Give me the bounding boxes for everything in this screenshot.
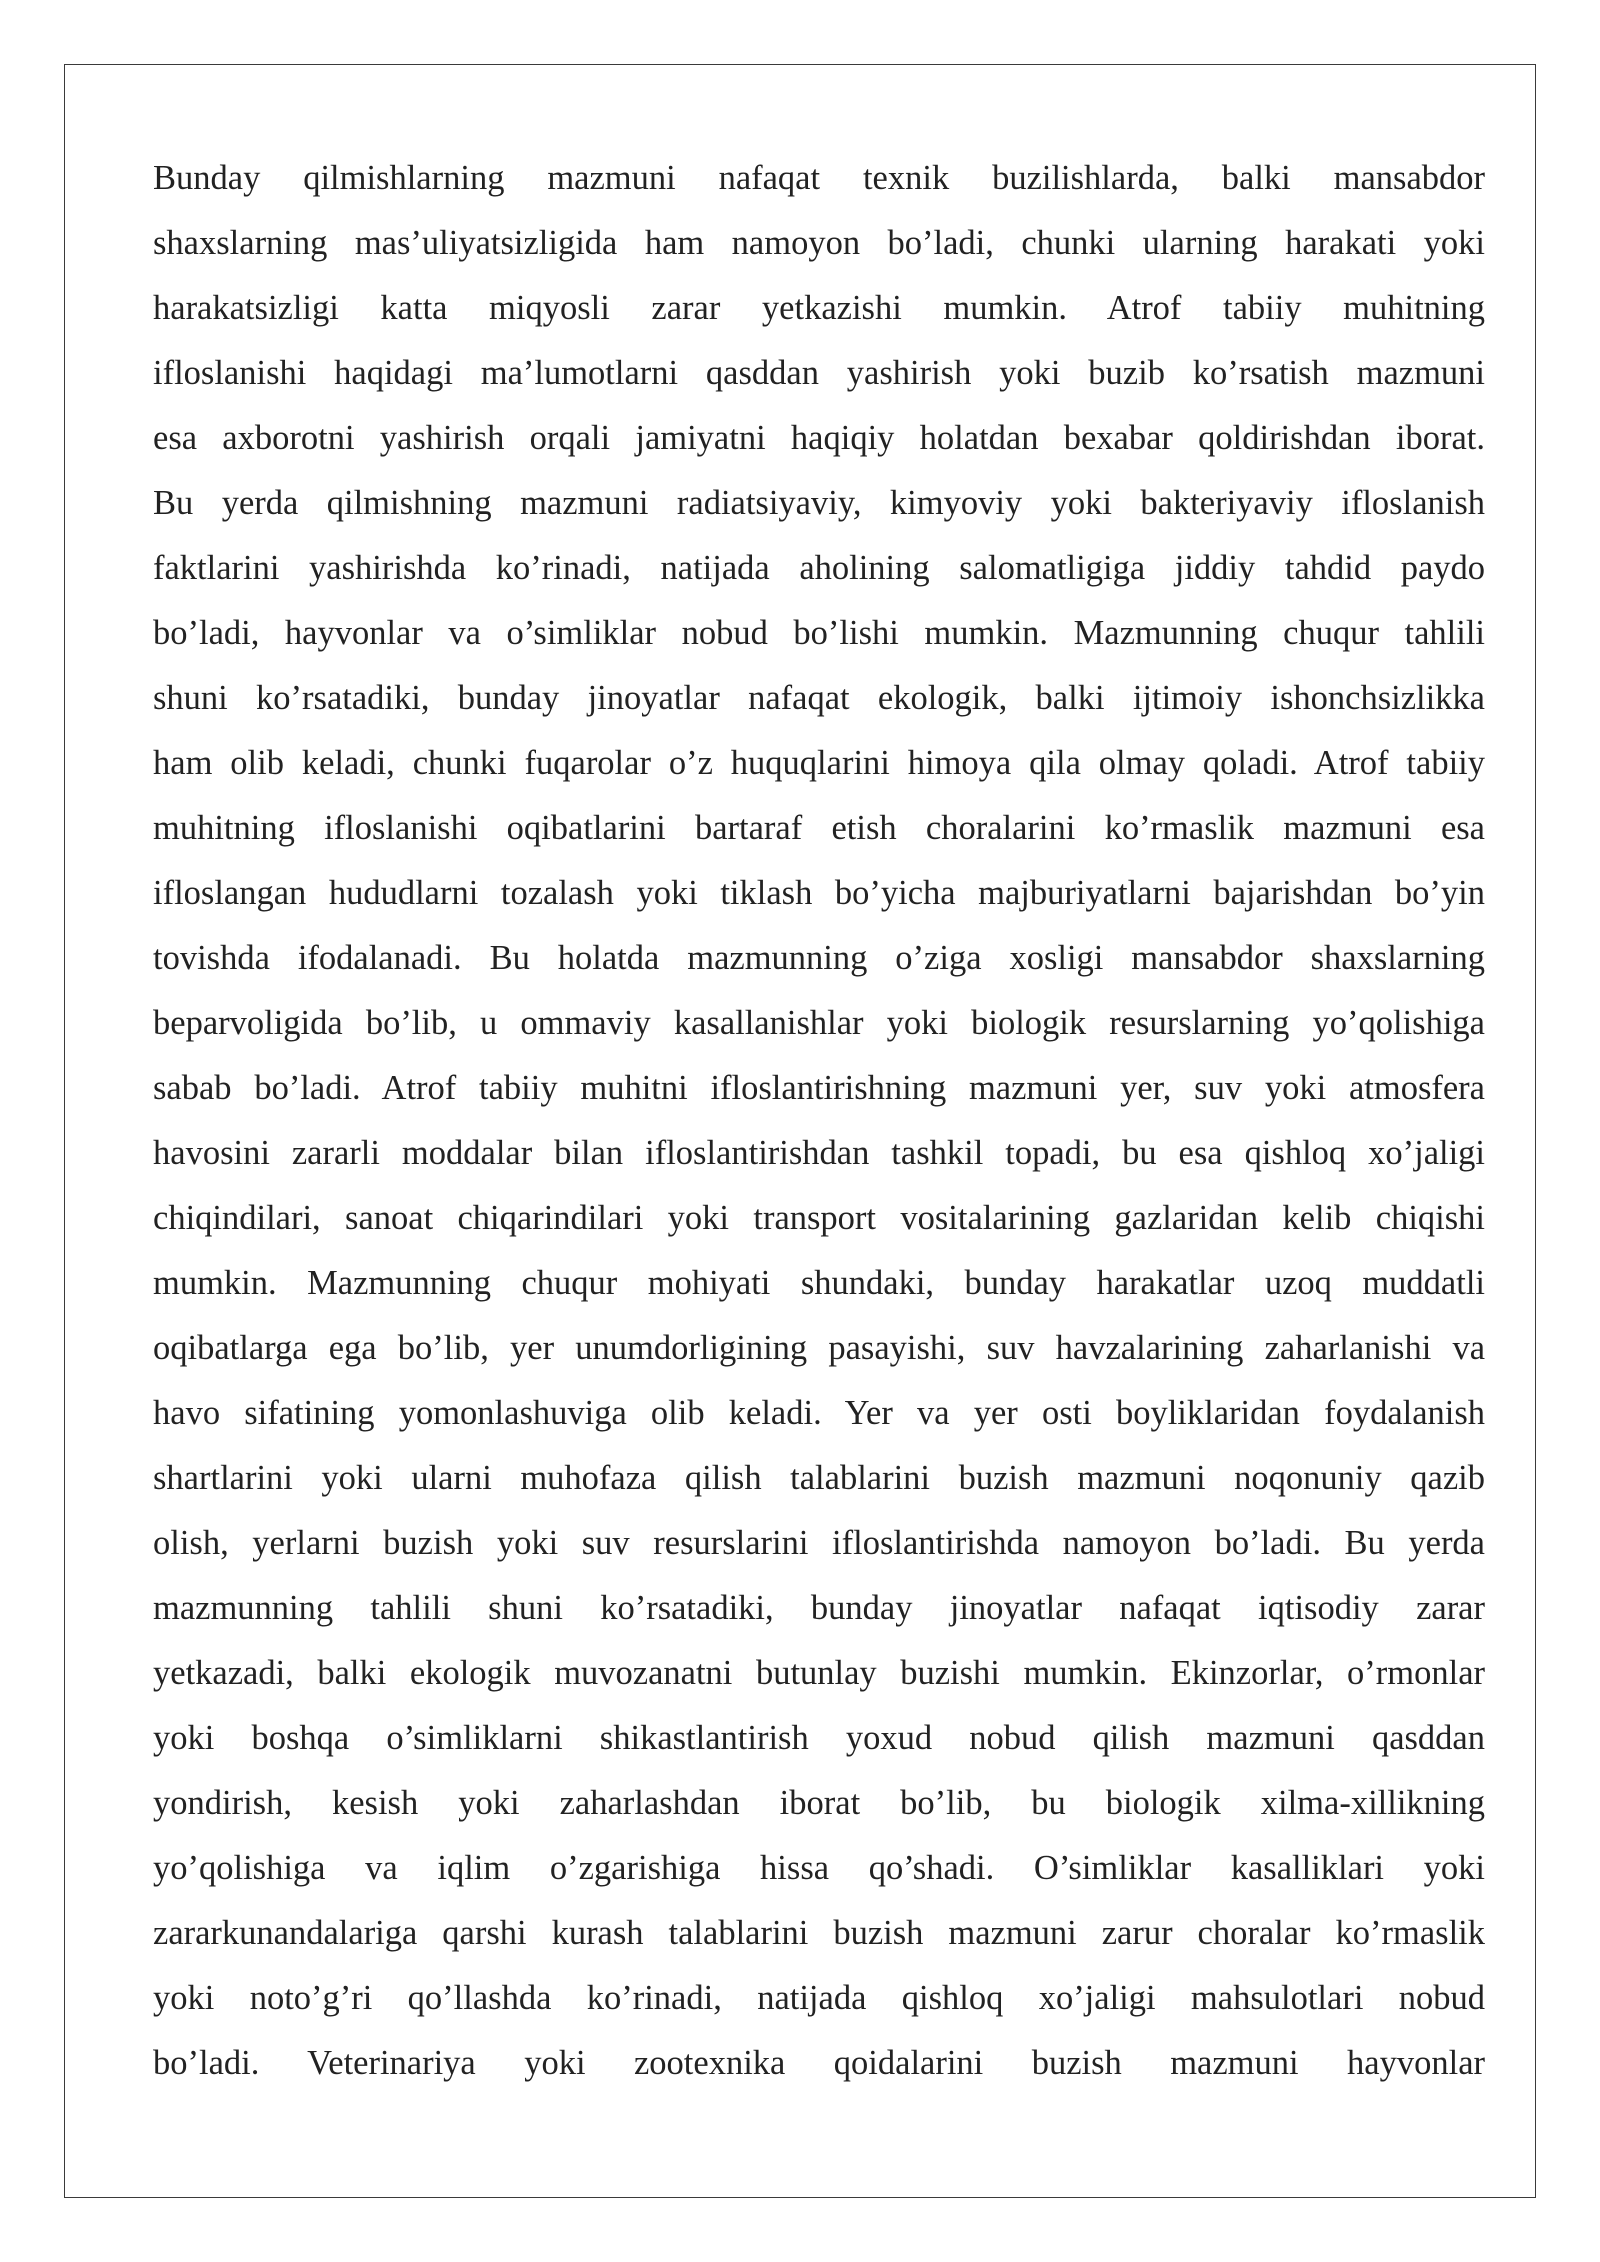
- text-line: bo’ladi. Veterinariya yoki zootexnika qoidalarini buzish mazmuni hayvonlar: [153, 2044, 1485, 2082]
- text-line: Bu yerda qilmishning mazmuni radiatsiyaviy, kimyoviy yoki bakteriyaviy ifloslanish: [153, 484, 1486, 522]
- text-line: bo’ladi, hayvonlar va o’simliklar nobud bo’lishi mumkin. Mazmunning chuqur tahlili: [153, 614, 1485, 652]
- text-line: ham olib keladi, chunki fuqarolar o’z huquqlarini himoya qila olmay qoladi. Atrof tabiiy: [153, 744, 1485, 782]
- text-line: esa axborotni yashirish orqali jamiyatni haqiqiy holatdan bexabar qoldirishdan iborat.: [153, 419, 1485, 457]
- text-line: havosini zararli moddalar bilan ifloslantirishdan tashkil topadi, bu esa qishloq xo’jaligi: [153, 1134, 1486, 1172]
- text-line: ifloslanishi haqidagi ma’lumotlarni qasddan yashirish yoki buzib ko’rsatish mazmuni: [153, 354, 1485, 392]
- text-line: yoki boshqa o’simliklarni shikastlantirish yoxud nobud qilish mazmuni qasddan: [153, 1719, 1485, 1757]
- text-line: mazmunning tahlili shuni ko’rsatadiki, bunday jinoyatlar nafaqat iqtisodiy zarar: [153, 1589, 1485, 1627]
- text-line: tovishda ifodalanadi. Bu holatda mazmunning o’ziga xosligi mansabdor shaxslarning: [153, 939, 1485, 977]
- text-line: shartlarini yoki ularni muhofaza qilish talablarini buzish mazmuni noqonuniy qazib: [153, 1459, 1485, 1497]
- text-line: yoki noto’g’ri qo’llashda ko’rinadi, natijada qishloq xo’jaligi mahsulotlari nobud: [153, 1979, 1486, 2017]
- text-line: muhitning ifloslanishi oqibatlarini bartaraf etish choralarini ko’rmaslik mazmuni esa: [153, 809, 1485, 847]
- text-line: zararkunandalariga qarshi kurash talablarini buzish mazmuni zarur choralar ko’rmaslik: [153, 1914, 1485, 1952]
- text-line: mumkin. Mazmunning chuqur mohiyati shundaki, bunday harakatlar uzoq muddatli: [153, 1264, 1485, 1302]
- text-line: olish, yerlarni buzish yoki suv resurslarini ifloslantirishda namoyon bo’ladi. Bu yerda: [153, 1524, 1485, 1562]
- text-line: sabab bo’ladi. Atrof tabiiy muhitni ifloslantirishning mazmuni yer, suv yoki atmosfera: [153, 1069, 1485, 1107]
- text-line: yetkazadi, balki ekologik muvozanatni butunlay buzishi mumkin. Ekinzorlar, o’rmonlar: [153, 1654, 1485, 1692]
- body-paragraph: [153, 146, 1485, 2096]
- text-line: oqibatlarga ega bo’lib, yer unumdorligining pasayishi, suv havzalarining zaharlanishi va: [153, 1329, 1486, 1367]
- text-line: yo’qolishiga va iqlim o’zgarishiga hissa qo’shadi. O’simliklar kasalliklari yoki: [153, 1849, 1486, 1887]
- text-line: harakatsizligi katta miqyosli zarar yetkazishi mumkin. Atrof tabiiy muhitning: [153, 289, 1485, 327]
- text-line: ifloslangan hududlarni tozalash yoki tiklash bo’yicha majburiyatlarni bajarishdan bo’yin: [153, 874, 1485, 912]
- text-line: shuni ko’rsatadiki, bunday jinoyatlar nafaqat ekologik, balki ijtimoiy ishonchsizlikka: [153, 679, 1485, 717]
- text-line: havo sifatining yomonlashuviga olib keladi. Yer va yer osti boyliklaridan foydalanish: [153, 1394, 1486, 1432]
- text-line: beparvoligida bo’lib, u ommaviy kasallanishlar yoki biologik resurslarning yo’qolishiga: [153, 1004, 1485, 1042]
- text-line: chiqindilari, sanoat chiqarindilari yoki transport vositalarining gazlaridan kelib chiqishi: [153, 1199, 1485, 1237]
- text-line: shaxslarning mas’uliyatsizligida ham namoyon bo’ladi, chunki ularning harakati yoki: [153, 224, 1485, 262]
- text-line: faktlarini yashirishda ko’rinadi, natijada aholining salomatligiga jiddiy tahdid paydo: [153, 549, 1486, 587]
- text-line: yondirish, kesish yoki zaharlashdan iborat bo’lib, bu biologik xilma-xillikning: [153, 1784, 1485, 1822]
- text-line: Bunday qilmishlarning mazmuni nafaqat texnik buzilishlarda, balki mansabdor: [153, 159, 1485, 197]
